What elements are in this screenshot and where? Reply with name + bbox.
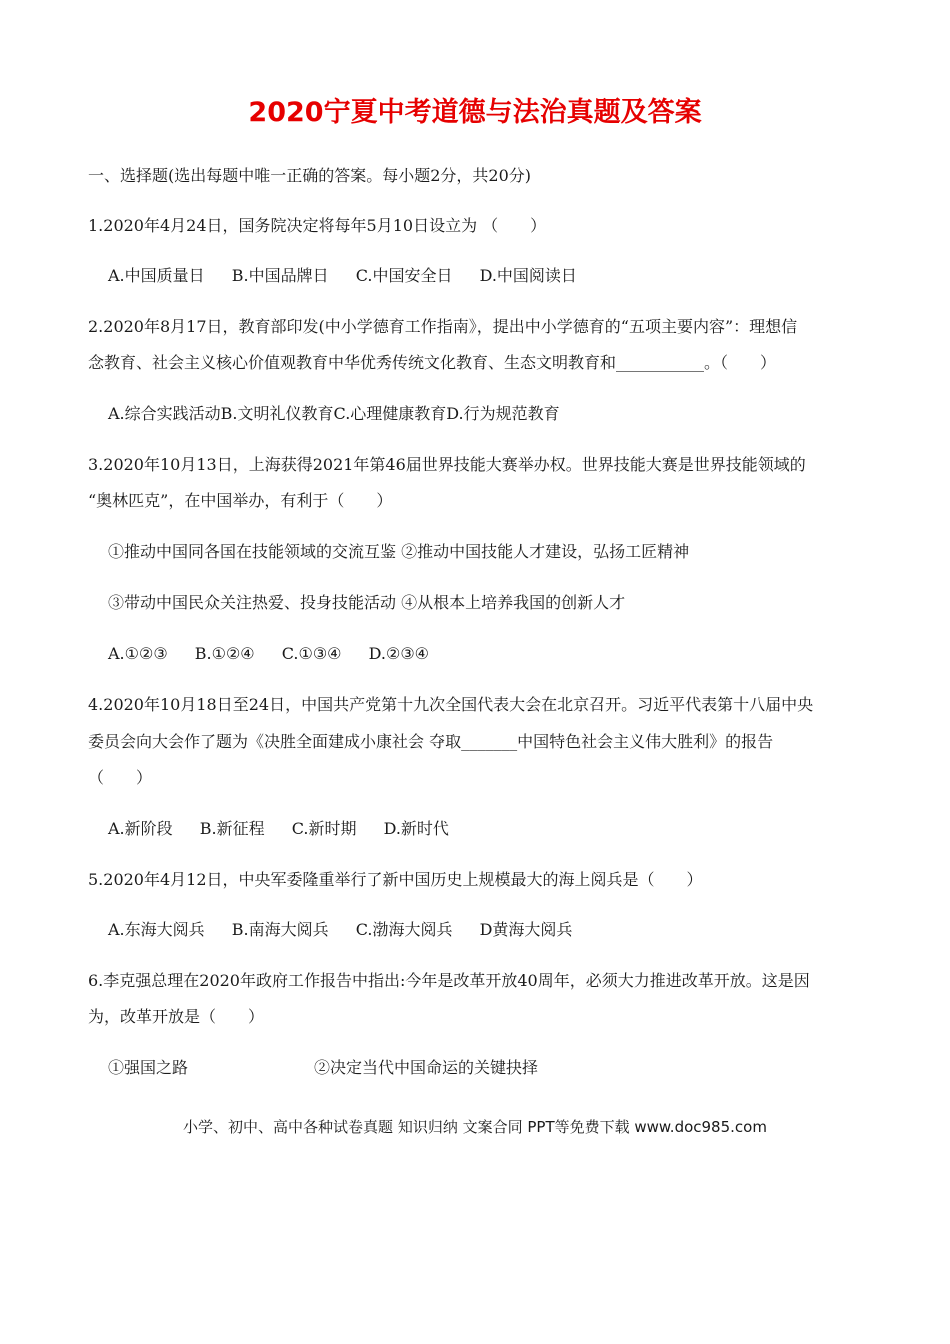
option-b: B.①②④ <box>194 644 255 663</box>
option-a: A.综合实践活动 <box>108 404 221 423</box>
question-4-text-line-3: （ ） <box>88 768 153 787</box>
question-3-text-line-1: 3.2020年10月13日，上海获得2021年第46届世界技能大赛举办权。世界技能大赛是世界技能领域的 <box>88 455 806 474</box>
question-6-text-line-2: 为，改革开放是（ ） <box>88 1007 265 1026</box>
question-3-text-line-2: “奥林匹克”，在中国举办，有利于（ ） <box>88 491 393 510</box>
option-d: D.行为规范教育 <box>446 404 560 423</box>
option-c: C.心理健康教育 <box>333 404 447 423</box>
option-a: A.新阶段 <box>108 819 173 838</box>
question-5-options <box>108 920 572 940</box>
option-c: C.①③④ <box>281 644 342 663</box>
question-6-statements <box>108 1058 538 1078</box>
option-d: D黄海大阅兵 <box>479 920 573 939</box>
statement-2: ②决定当代中国命运的关键抉择 <box>314 1058 539 1077</box>
question-4-text-line-2: 委员会向大会作了题为《决胜全面建成小康社会 夺取_______中国特色社会主义伟大胜利》的报告 <box>88 732 774 751</box>
section-heading: 一、选择题(选出每题中唯一正确的答案。每小题2分，共20分) <box>88 166 532 185</box>
option-b: B.文明礼仪教育 <box>220 404 334 423</box>
option-d: D.②③④ <box>368 644 429 663</box>
question-2-options <box>108 404 560 424</box>
option-c: C.中国安全日 <box>355 266 453 285</box>
question-1-text: 1.2020年4月24日，国务院决定将每年5月10日设立为 （ ） <box>88 216 547 235</box>
question-3-statement-1: ①推动中国同各国在技能领域的交流互鉴 ②推动中国技能人才建设，弘扬工匠精神 <box>108 542 690 561</box>
option-d: D.中国阅读日 <box>479 266 577 285</box>
option-b: B.新征程 <box>199 819 265 838</box>
question-1-options <box>108 266 577 286</box>
document-title: 2020宁夏中考道德与法治真题及答案 <box>248 97 702 128</box>
question-6-text-line-1: 6.李克强总理在2020年政府工作报告中指出:今年是改革开放40周年，必须大力推进改革开放。这是因 <box>88 971 810 990</box>
option-d: D.新时代 <box>383 819 449 838</box>
option-b: B.南海大阅兵 <box>231 920 329 939</box>
option-c: C.新时期 <box>291 819 357 838</box>
statement-1: ①强国之路 <box>108 1058 189 1077</box>
option-a: A.东海大阅兵 <box>108 920 205 939</box>
question-4-text-line-1: 4.2020年10月18日至24日，中国共产党第十九次全国代表大会在北京召开。习近平代表第十八届中央 <box>88 695 814 714</box>
option-c: C.渤海大阅兵 <box>355 920 453 939</box>
question-3-statement-2: ③带动中国民众关注热爱、投身技能活动 ④从根本上培养我国的创新人才 <box>108 593 626 612</box>
question-2-text-line-1: 2.2020年8月17日，教育部印发(中小学德育工作指南》，提出中小学德育的“五项主要内容”：理想信 <box>88 317 798 336</box>
option-b: B.中国品牌日 <box>231 266 329 285</box>
option-a: A.①②③ <box>108 644 168 663</box>
page-footer: 小学、初中、高中各种试卷真题 知识归纳 文案合同 PPT等免费下载 www.doc985.com <box>183 1118 767 1136</box>
question-2-text-line-2: 念教育、社会主义核心价值观教育中华优秀传统文化教育、生态文明教育和___________。（ ） <box>88 353 777 372</box>
question-3-options <box>108 644 429 664</box>
question-4-options <box>108 819 449 839</box>
option-a: A.中国质量日 <box>108 266 205 285</box>
question-5-text: 5.2020年4月12日，中央军委隆重举行了新中国历史上规模最大的海上阅兵是（ ） <box>88 870 703 889</box>
